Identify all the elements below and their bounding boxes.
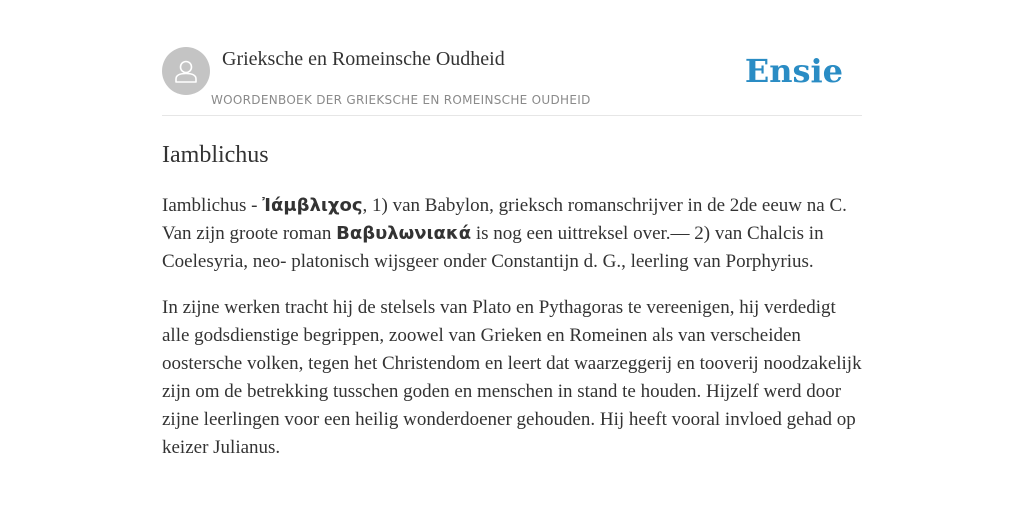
- user-icon: [172, 57, 200, 85]
- entry-body: [162, 192, 862, 462]
- paragraph-1-text-a: Iamblichus -: [162, 195, 263, 216]
- greek-term-iamblichos: Ἰάμβλιχος: [262, 195, 363, 216]
- entry-paragraph-1: [162, 192, 862, 276]
- source-subtitle: WOORDENBOEK DER GRIEKSCHE EN ROMEINSCHE OUDHEID: [211, 93, 591, 107]
- entry-paragraph-2: In zijne werken tracht hij de stelsels van Plato en Pythagoras te vereenigen, hij verdedigt alle godsdienstige begrippen, zoowel van Grieken en Romeinen als van verscheiden oostersche volken, tegen het Christendom en leert dat waarzeggerij en tooverij noodzakelijk zijn om de betrekking tusschen goden en menschen in stand te houden. Hijzelf werd door zijne leerlingen voor een heilig wonderdoener gehouden. Hij heeft vooral invloed gehad op keizer Julianus.: [162, 297, 862, 458]
- avatar[interactable]: [162, 47, 210, 95]
- entry-title: Iamblichus: [162, 142, 269, 168]
- source-header: [162, 46, 862, 116]
- greek-term-babyloniaka: Βαβυλωνιακά: [336, 223, 472, 244]
- paragraph-1-text-b: , 1) van Babylon, grieksch romanschrijver in de 2de eeuw na C. Van zijn groote roman: [162, 195, 847, 244]
- source-title-link[interactable]: Grieksche en Romeinsche Oudheid: [222, 48, 505, 70]
- page: [162, 0, 862, 462]
- ensie-logo[interactable]: Ensie: [744, 52, 843, 90]
- paragraph-1-text-c: is nog een uittreksel over.— 2) van Chalcis in Coelesyria, neo- platonisch wijsgeer onder Constantijn d. G., leerling van Porphyrius.: [162, 223, 824, 272]
